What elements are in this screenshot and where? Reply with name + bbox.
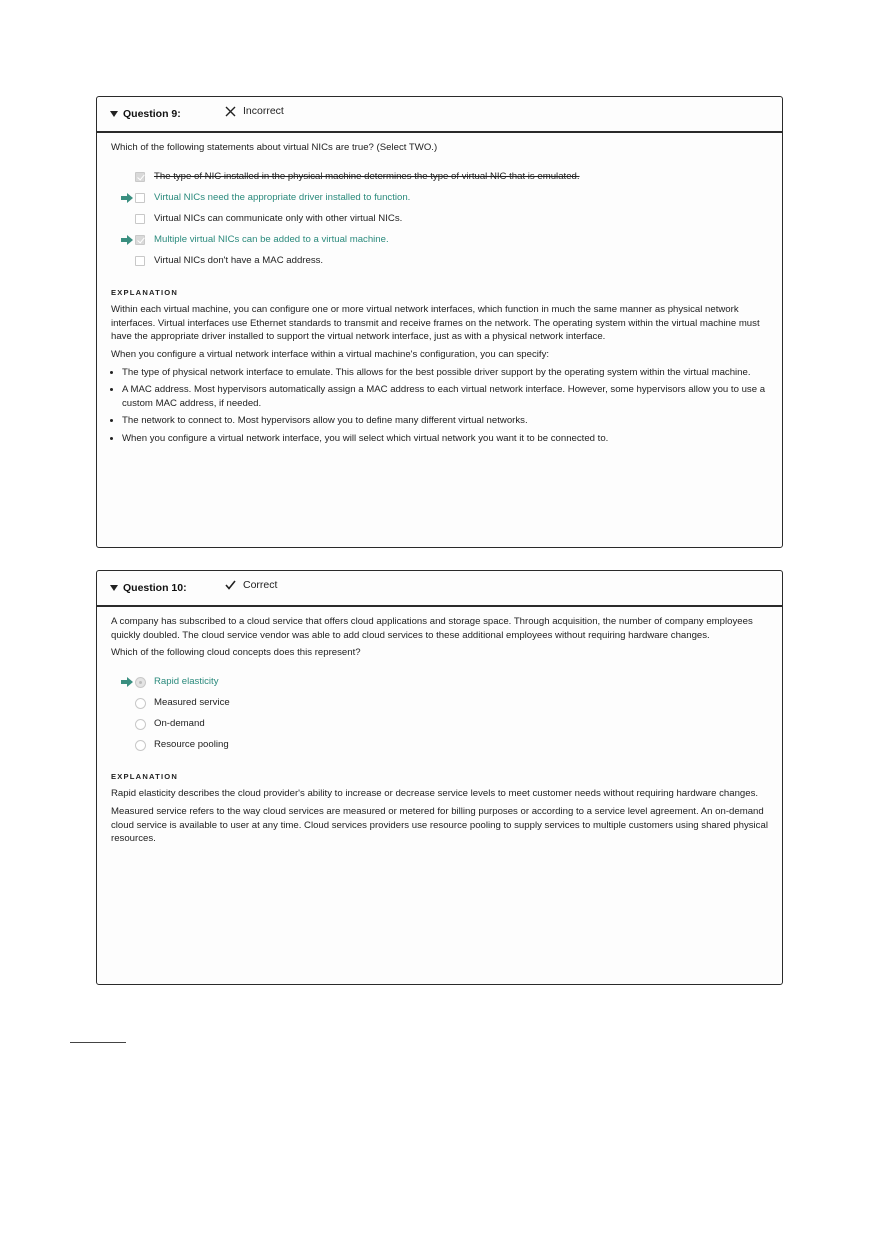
- answer-label: Rapid elasticity: [154, 676, 219, 688]
- answer-checkbox[interactable]: [135, 256, 145, 266]
- status-label: Correct: [243, 579, 278, 591]
- answer-label: The type of NIC installed in the physical machine determines the type of virtual NIC that is emulated.: [154, 171, 580, 183]
- answer-list: [111, 672, 768, 756]
- question-card: [96, 96, 783, 548]
- answer-option[interactable]: [111, 714, 768, 735]
- explanation-bullets: [111, 366, 768, 446]
- bullet-item: • The network to connect to. Most hypervisors allow you to define many different virtual networks.: [122, 414, 768, 428]
- explanation-paragraph: Measured service refers to the way cloud services are measured or metered for billing purposes or according to a service level agreement. An on-demand cloud service is available to user at any time. Cloud services providers use resource pooling to supply services to multiple customers using shared physical resources.: [111, 805, 768, 845]
- explanation-paragraph: Rapid elasticity describes the cloud provider's ability to increase or decrease service levels to meet customer needs without requiring hardware changes.: [111, 788, 759, 800]
- answer-label: Multiple virtual NICs can be added to a virtual machine.: [154, 234, 389, 246]
- answer-list: [111, 167, 768, 272]
- explanation: [111, 787, 768, 845]
- correct-answer-arrow-icon: [121, 193, 133, 203]
- question-title: Question 10:: [123, 582, 187, 594]
- answer-label: On-demand: [154, 718, 205, 730]
- answer-option[interactable]: [111, 672, 768, 693]
- answer-option[interactable]: [111, 188, 768, 209]
- answer-option[interactable]: [111, 735, 768, 756]
- answer-checkbox[interactable]: [135, 214, 145, 224]
- check-icon: [225, 580, 236, 590]
- question-title: Question 9:: [123, 108, 181, 120]
- answer-option[interactable]: [111, 230, 768, 251]
- question-prompt: Which of the following statements about virtual NICs are true? (Select TWO.): [111, 142, 438, 153]
- answer-option[interactable]: [111, 209, 768, 230]
- answer-radio[interactable]: [135, 740, 146, 751]
- explanation-paragraph: Within each virtual machine, you can configure one or more virtual network interfaces, which function in much the same manner as physical network interfaces. Virtual interfaces use Ethernet standards to transmit and receive frames on the network. The operating system within the virtual machine must have the appropriate driver installed to support the virtual network interface, just as with a physical network interface.: [111, 304, 760, 343]
- bullet-item: • The type of physical network interface to emulate. This allows for the best possible driver support by the operating system within the virtual machine.: [122, 366, 768, 380]
- answer-option[interactable]: [111, 167, 768, 188]
- correct-answer-arrow-icon: [121, 677, 133, 687]
- explanation-paragraph: When you configure a virtual network interface within a virtual machine's configuration, you can specify:: [111, 348, 550, 360]
- question-body: [97, 607, 782, 846]
- answer-checkbox[interactable]: [135, 193, 145, 203]
- answer-radio[interactable]: [135, 677, 146, 688]
- collapse-caret-icon[interactable]: [110, 111, 118, 117]
- answer-label: Virtual NICs can communicate only with other virtual NICs.: [154, 213, 403, 225]
- question-body: [97, 133, 782, 446]
- question-header[interactable]: [97, 97, 782, 133]
- question-prompt: Which of the following cloud concepts does this represent?: [111, 647, 361, 659]
- collapse-caret-icon[interactable]: [110, 585, 118, 591]
- answer-label: Measured service: [154, 697, 230, 709]
- x-icon: [225, 106, 236, 117]
- status-label: Incorrect: [243, 105, 284, 117]
- bullet-item: • When you configure a virtual network interface, you will select which virtual network you want it to be connected to.: [122, 432, 768, 446]
- answer-option[interactable]: [111, 693, 768, 714]
- answer-label: Resource pooling: [154, 739, 229, 751]
- question-card: [96, 570, 783, 985]
- answer-radio[interactable]: [135, 719, 146, 730]
- footer-divider: [70, 1042, 126, 1043]
- explanation-label: EXPLANATION: [111, 771, 179, 781]
- question-header[interactable]: [97, 571, 782, 607]
- answer-label: Virtual NICs need the appropriate driver installed to function.: [154, 192, 411, 204]
- result-status: [225, 579, 277, 591]
- bullet-item: • A MAC address. Most hypervisors automatically assign a MAC address to each virtual network interface. However, some hypervisors allow you to use a custom MAC address, if needed.: [122, 383, 768, 410]
- explanation-label: EXPLANATION: [111, 287, 179, 297]
- answer-checkbox[interactable]: [135, 235, 145, 245]
- answer-checkbox[interactable]: [135, 172, 145, 182]
- correct-answer-arrow-icon: [121, 235, 133, 245]
- result-status: [225, 105, 284, 117]
- answer-label: Virtual NICs don't have a MAC address.: [154, 255, 324, 267]
- answer-option[interactable]: [111, 251, 768, 272]
- answer-radio[interactable]: [135, 698, 146, 709]
- explanation: [111, 303, 768, 445]
- question-prompt: A company has subscribed to a cloud service that offers cloud applications and storage space. Through acquisition, the number of company employees quickly doubled. The cloud service vendor was able to add cloud services to these additional employees without requiring hardware changes.: [111, 616, 753, 641]
